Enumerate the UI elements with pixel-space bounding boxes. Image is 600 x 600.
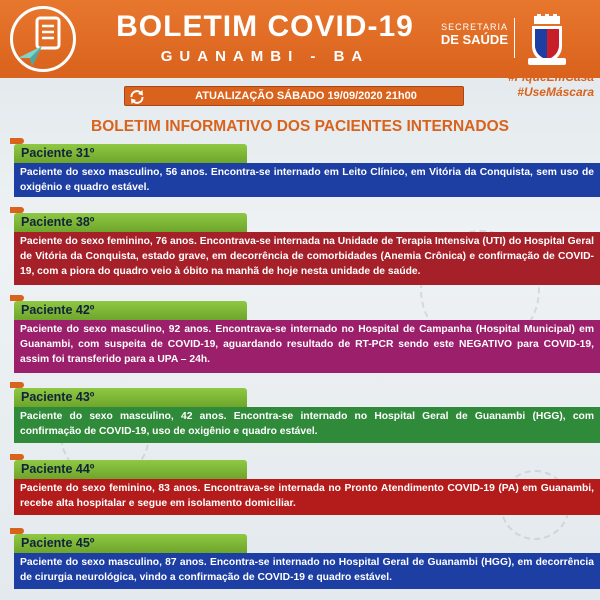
bulletin-logo-icon <box>10 6 76 72</box>
city-crest-icon <box>524 14 570 68</box>
hashtag: #UseMáscara <box>517 85 594 99</box>
patient-label: Paciente 43º <box>14 388 247 407</box>
patient-description: Paciente do sexo masculino, 42 anos. Encontra-se internado no Hospital Geral de Guanambi (HGG), com confirmação de COVID-19, uso de oxigênio e quadro estável. <box>14 407 600 443</box>
hashtag: #FiqueEmCasa <box>507 70 594 84</box>
page-title: BOLETIM COVID-19 <box>116 10 414 43</box>
patient-label: Paciente 45º <box>14 534 247 553</box>
refresh-icon <box>128 88 146 106</box>
patient-label: Paciente 44º <box>14 460 247 479</box>
patient-label: Paciente 42º <box>14 301 247 320</box>
header-banner <box>0 0 600 78</box>
patient-description: Paciente do sexo masculino, 87 anos. Encontra-se internado no Hospital Geral de Guanambi (HGG), em decorrência de cirurgia neurológica, vindo a confirmação de COVID-19 e quadro estável. <box>14 553 600 589</box>
patient-description: Paciente do sexo feminino, 83 anos. Encontrava-se internada no Pronto Atendimento COVID-19 (PA) em Guanambi, recebe alta hospitalar e segue em isolamento domiciliar. <box>14 479 600 515</box>
update-banner <box>124 86 464 106</box>
header-divider <box>514 18 515 58</box>
secretaria-line2: DE SAÚDE <box>440 32 508 47</box>
secretaria-line1: SECRETARIA <box>441 22 508 32</box>
secretaria-label <box>428 22 508 47</box>
update-text: ATUALIZAÇÃO SÁBADO 19/09/2020 21h00 <box>195 90 417 102</box>
patient-description: Paciente do sexo masculino, 92 anos. Encontrava-se internado no Hospital de Campanha (Hospital Municipal) em Guanambi, com suspeita de COVID-19, aguardando resultado de RT-PCR sendo este NEGATIVO para COVID-19, assim foi transferido para a UPA – 24h. <box>14 320 600 373</box>
patient-label: Paciente 31º <box>14 144 247 163</box>
page-subtitle: GUANAMBI - BA <box>160 48 370 65</box>
section-title: BOLETIM INFORMATIVO DOS PACIENTES INTERNADOS <box>91 118 509 135</box>
patient-description: Paciente do sexo masculino, 56 anos. Encontra-se internado em Leito Clínico, em Vitória da Conquista, sem uso de oxigênio e quadro estável. <box>14 163 600 197</box>
patient-description: Paciente do sexo feminino, 76 anos. Encontrava-se internada na Unidade de Terapia Intensiva (UTI) do Hospital Geral de Vitória da Conquista, estado grave, em decorrência de comorbidades (Anemia Crônica) e confirmação de COVID-19, com a piora do quadro veio à óbito na manhã de hoje nesta unidade de saúde. <box>14 232 600 285</box>
hashtags <box>488 70 594 100</box>
patient-label: Paciente 38º <box>14 213 247 232</box>
